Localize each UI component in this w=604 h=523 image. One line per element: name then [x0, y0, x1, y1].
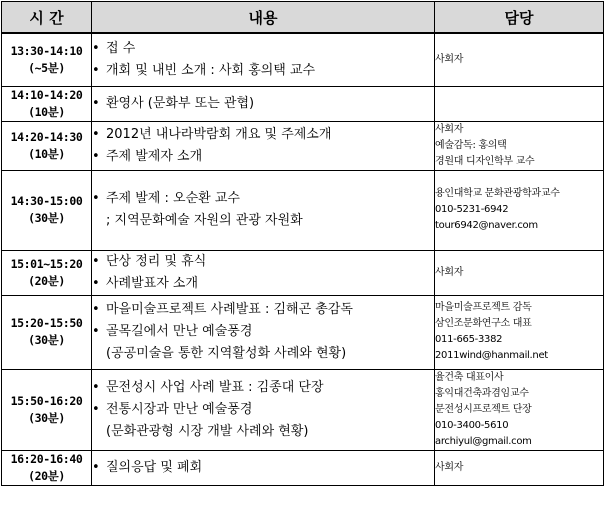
- header-owner: 담당: [435, 2, 604, 34]
- content-cell: [92, 33, 435, 86]
- owner-text: 사회자: [435, 266, 464, 278]
- time-text: (10분): [28, 146, 65, 161]
- content-cell: [92, 369, 435, 450]
- bullet-icon: •: [92, 95, 100, 111]
- owner-text: 예술감독: 홍의택: [435, 139, 507, 151]
- time-cell: [2, 295, 92, 369]
- table-row: [2, 250, 604, 295]
- time-text: 14:30-15:00: [10, 194, 83, 208]
- sub-item: [92, 210, 434, 232]
- time-cell: [2, 250, 92, 295]
- table-row: [2, 86, 604, 121]
- owner-text: 사회자: [435, 461, 464, 473]
- item-text: 골목길에서 만난 예술풍경: [106, 324, 253, 339]
- owner-text: 문전성시프로젝트 단장: [435, 403, 532, 415]
- table-row: [2, 121, 604, 170]
- owner-cell: [435, 369, 604, 450]
- sub-item: [92, 343, 434, 365]
- table-row: [2, 33, 604, 86]
- bullet-item: [92, 377, 434, 399]
- bullet-icon: •: [92, 324, 100, 339]
- bullet-icon: •: [92, 459, 100, 475]
- item-text: 주제 발제자 소개: [106, 148, 203, 164]
- time-text: (~5분): [28, 60, 65, 75]
- item-text: 마을미술프로젝트 사례발표 : 김해곤 총감독: [106, 302, 353, 317]
- bullet-icon: •: [92, 62, 100, 78]
- header-content: 내용: [92, 2, 435, 34]
- bullet-item: [92, 457, 434, 479]
- bullet-item: [92, 273, 434, 295]
- owner-text: 홍익대건축과겸임교수: [435, 387, 529, 399]
- time-cell: [2, 450, 92, 485]
- content-cell: [92, 295, 435, 369]
- time-text: 15:01~15:20: [10, 256, 83, 271]
- item-text: 개회 및 내빈 소개 : 사회 홍의택 교수: [106, 62, 316, 78]
- item-text: 질의응답 및 폐회: [106, 459, 203, 475]
- content-cell: [92, 121, 435, 170]
- header-row: [2, 2, 604, 34]
- time-cell: [2, 33, 92, 86]
- owner-text: 삼인조문화연구소 대표: [435, 318, 532, 329]
- item-text: 접 수: [106, 40, 136, 56]
- time-text: 14:10-14:20: [10, 87, 83, 102]
- time-cell: [2, 121, 92, 170]
- time-text: (30분): [28, 211, 65, 225]
- table-row: [2, 369, 604, 450]
- owner-cell: [435, 295, 604, 369]
- bullet-item: [92, 299, 434, 321]
- bullet-item: [92, 188, 434, 210]
- owner-text: 마을미술프로젝트 감독: [435, 302, 532, 313]
- bullet-item: [92, 124, 434, 146]
- time-text: 15:50-16:20: [10, 393, 83, 408]
- time-text: (20분): [28, 468, 65, 483]
- item-text: 2012년 내나라박람회 개요 및 주제소개: [106, 126, 332, 142]
- bullet-icon: •: [92, 191, 100, 206]
- time-text: 16:20-16:40: [10, 451, 83, 466]
- owner-text: archiyul@gmail.com: [435, 435, 532, 447]
- owner-text: 2011wind@hanmail.net: [435, 350, 548, 361]
- bullet-icon: •: [92, 40, 100, 56]
- owner-text: 010-5231-6942: [435, 204, 509, 215]
- bullet-icon: •: [92, 302, 100, 317]
- bullet-item: [92, 60, 434, 82]
- bullet-icon: •: [92, 148, 100, 164]
- bullet-icon: •: [92, 379, 100, 395]
- content-cell: [92, 86, 435, 121]
- time-text: 13:30-14:10: [10, 43, 83, 58]
- item-text: 단상 정리 및 휴식: [106, 253, 207, 269]
- time-text: (30분): [28, 410, 65, 425]
- bullet-item: [92, 38, 434, 60]
- time-text: 15:20-15:50: [10, 316, 83, 330]
- time-text: 14:20-14:30: [10, 129, 83, 144]
- item-text: 주제 발제 : 오순환 교수: [106, 191, 240, 206]
- content-cell: [92, 250, 435, 295]
- item-text: 문전성시 사업 사례 발표 : 김종대 단장: [106, 379, 324, 395]
- table-row: [2, 295, 604, 369]
- item-text: ; 지역문화예술 자원의 관광 자원화: [106, 213, 303, 228]
- bullet-icon: •: [92, 253, 100, 269]
- time-text: (20분): [28, 273, 65, 288]
- owner-text: 011-665-3382: [435, 334, 503, 345]
- owner-text: 사회자: [435, 53, 464, 65]
- bullet-icon: •: [92, 401, 100, 417]
- sub-item: [92, 421, 434, 443]
- header-time: 시 간: [2, 2, 92, 34]
- owner-text: 010-3400-5610: [435, 419, 509, 431]
- owner-text: 사회자: [435, 123, 464, 135]
- bullet-item: [92, 251, 434, 273]
- time-text: (10분): [28, 104, 65, 119]
- bullet-icon: •: [92, 275, 100, 291]
- owner-text: 경원대 디자인학부 교수: [435, 155, 535, 167]
- table-row: [2, 170, 604, 250]
- item-text: (문화관광형 시장 개발 사례와 현황): [106, 423, 309, 439]
- owner-cell: [435, 250, 604, 295]
- time-cell: [2, 170, 92, 250]
- owner-text: 율건축 대표이사: [435, 371, 504, 383]
- content-cell: [92, 450, 435, 485]
- owner-cell: [435, 170, 604, 250]
- bullet-item: [92, 321, 434, 343]
- bullet-item: [92, 399, 434, 421]
- item-text: 사례발표자 소개: [106, 275, 199, 291]
- owner-cell: [435, 121, 604, 170]
- item-text: (공공미술을 통한 지역활성화 사례와 현황): [106, 346, 347, 361]
- time-cell: [2, 86, 92, 121]
- owner-cell: [435, 33, 604, 86]
- owner-text: 용인대학교 문화관광학과교수: [435, 188, 560, 199]
- item-text: 환영사 (문화부 또는 관협): [106, 95, 255, 111]
- bullet-item: [92, 146, 434, 168]
- table-row: [2, 450, 604, 485]
- bullet-icon: •: [92, 126, 100, 142]
- bullet-item: [92, 93, 434, 115]
- owner-cell: [435, 86, 604, 121]
- item-text: 전통시장과 만난 예술풍경: [106, 401, 253, 417]
- owner-cell: [435, 450, 604, 485]
- content-cell: [92, 170, 435, 250]
- owner-text: tour6942@naver.com: [435, 220, 538, 231]
- time-text: (30분): [28, 333, 65, 347]
- schedule-table: [1, 1, 604, 486]
- time-cell: [2, 369, 92, 450]
